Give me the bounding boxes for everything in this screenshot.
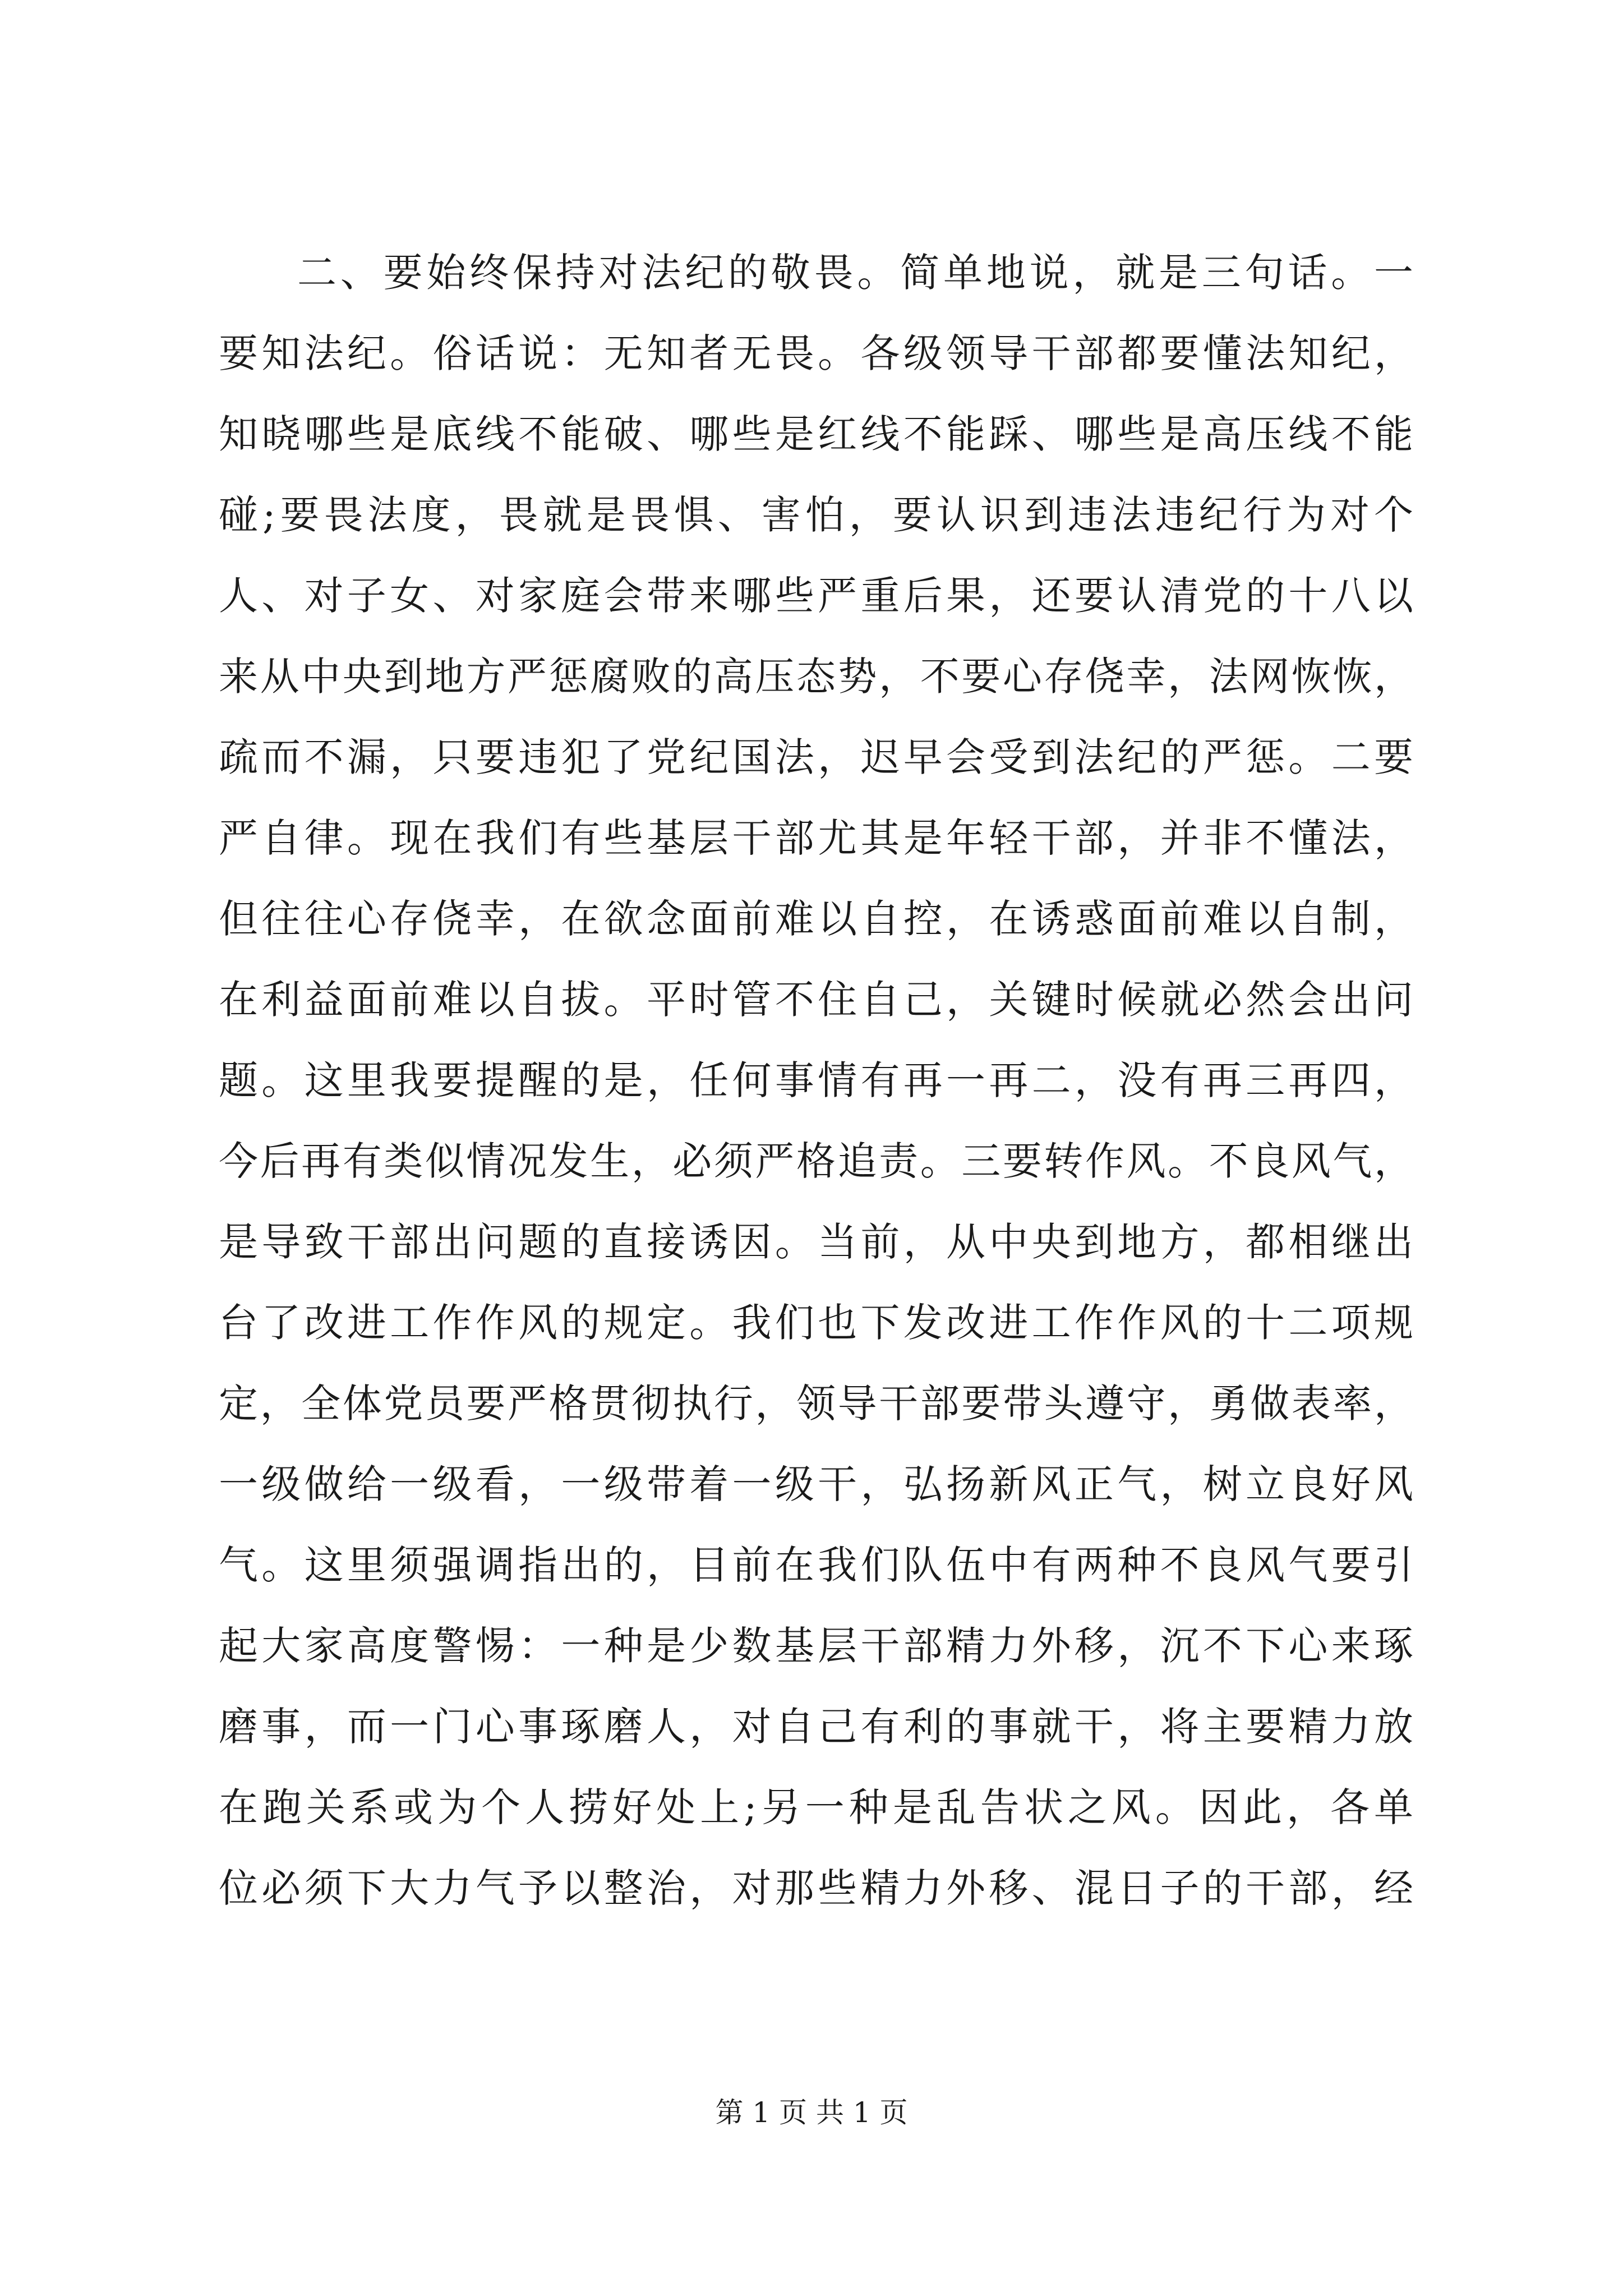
paragraph-line: 一级做给一级看，一级带着一级干，弘扬新风正气，树立良好风 — [219, 1461, 1413, 1507]
paragraph-line: 在跑关系或为个人捞好处上;另一种是乱告状之风。因此，各单 — [219, 1784, 1413, 1830]
paragraph-line: 在利益面前难以自拔。平时管不住自己，关键时候就必然会出问 — [219, 977, 1413, 1023]
paragraph-line: 来从中央到地方严惩腐败的高压态势，不要心存侥幸，法网恢恢， — [219, 654, 1413, 700]
paragraph-line: 定，全体党员要严格贯彻执行，领导干部要带头遵守，勇做表率， — [219, 1381, 1413, 1427]
paragraph-line: 碰;要畏法度，畏就是畏惧、害怕，要认识到违法违纪行为对个 — [219, 492, 1413, 538]
paragraph-line: 人、对子女、对家庭会带来哪些严重后果，还要认清党的十八以 — [219, 573, 1413, 619]
paragraph-line: 要知法纪。俗话说：无知者无畏。各级领导干部都要懂法知纪， — [219, 330, 1413, 376]
paragraph-line: 但往往心存侥幸，在欲念面前难以自控，在诱惑面前难以自制， — [219, 896, 1413, 942]
paragraph-line: 今后再有类似情况发生，必须严格追责。三要转作风。不良风气， — [219, 1138, 1413, 1184]
paragraph-line: 台了改进工作作风的规定。我们也下发改进工作作风的十二项规 — [219, 1300, 1413, 1346]
paragraph-line: 二、要始终保持对法纪的敬畏。简单地说，就是三句话。一 — [297, 250, 1413, 296]
paragraph-line: 知晓哪些是底线不能破、哪些是红线不能踩、哪些是高压线不能 — [219, 411, 1413, 457]
paragraph-line: 题。这里我要提醒的是，任何事情有再一再二，没有再三再四， — [219, 1057, 1413, 1103]
paragraph-line: 疏而不漏，只要违犯了党纪国法，迟早会受到法纪的严惩。二要 — [219, 734, 1413, 780]
paragraph-line: 起大家高度警惕：一种是少数基层干部精力外移，沉不下心来琢 — [219, 1623, 1413, 1669]
body-paragraph — [219, 232, 1413, 1929]
page-number-footer: 第 1 页 共 1 页 — [715, 2096, 908, 2129]
paragraph-line: 严自律。现在我们有些基层干部尤其是年轻干部，并非不懂法， — [219, 815, 1413, 861]
paragraph-line: 位必须下大力气予以整治，对那些精力外移、混日子的干部，经 — [219, 1865, 1413, 1911]
paragraph-line: 是导致干部出问题的直接诱因。当前，从中央到地方，都相继出 — [219, 1219, 1413, 1265]
paragraph-line: 气。这里须强调指出的，目前在我们队伍中有两种不良风气要引 — [219, 1542, 1413, 1588]
paragraph-line: 磨事，而一门心事琢磨人，对自己有利的事就干，将主要精力放 — [219, 1704, 1413, 1750]
